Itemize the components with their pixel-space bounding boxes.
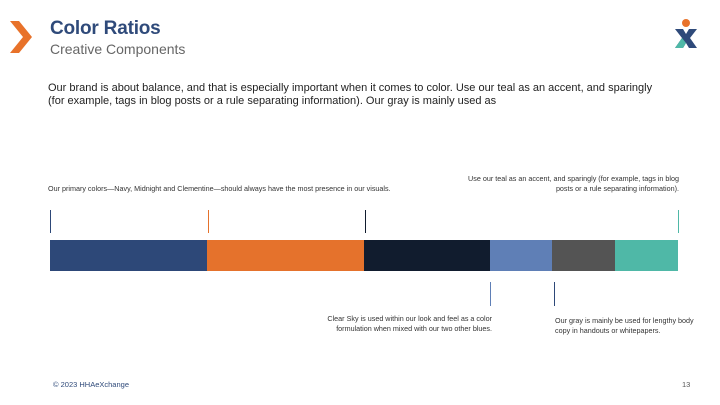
bar-segment-navy (50, 240, 207, 271)
gray-tick (554, 282, 555, 306)
footer-copyright: © 2023 HHAeXchange (53, 380, 129, 389)
color-ratio-bar (50, 240, 678, 271)
gray-note: Our gray is mainly be used for lengthy body copy in handouts or whitepapers. (555, 316, 694, 335)
intro-paragraph: Our brand is about balance, and that is especially important when it comes to color. Use our teal as an accent, and sparingly (for example, tags in blog posts or a rule separating information). Our gray is mainly used as (48, 82, 653, 107)
teal-tick (678, 210, 679, 233)
teal-note: Use our teal as an accent, and sparingly (for example, tags in blog posts or a rule separating information). (468, 174, 679, 193)
midnight-tick (365, 210, 366, 233)
bar-segment-clear-sky (490, 240, 553, 271)
bar-segment-clementine (207, 240, 364, 271)
navy-tick (50, 210, 51, 233)
page-subtitle: Creative Components (50, 41, 186, 57)
page-title: Color Ratios (50, 18, 161, 39)
clear-sky-note: Clear Sky is used within our look and feel as a color formulation when mixed with our two other blues. (327, 314, 492, 333)
hhaexchange-logo-icon (672, 18, 698, 50)
page-number: 13 (682, 380, 691, 389)
primary-colors-note: Our primary colors—Navy, Midnight and Clementine—should always have the most presence in our visuals. (48, 184, 391, 193)
bar-segment-midnight (364, 240, 490, 271)
bar-segment-gray (552, 240, 615, 271)
chevron-icon (10, 21, 32, 53)
sky-tick (490, 282, 491, 306)
bar-segment-teal (615, 240, 678, 271)
clementine-tick (208, 210, 209, 233)
